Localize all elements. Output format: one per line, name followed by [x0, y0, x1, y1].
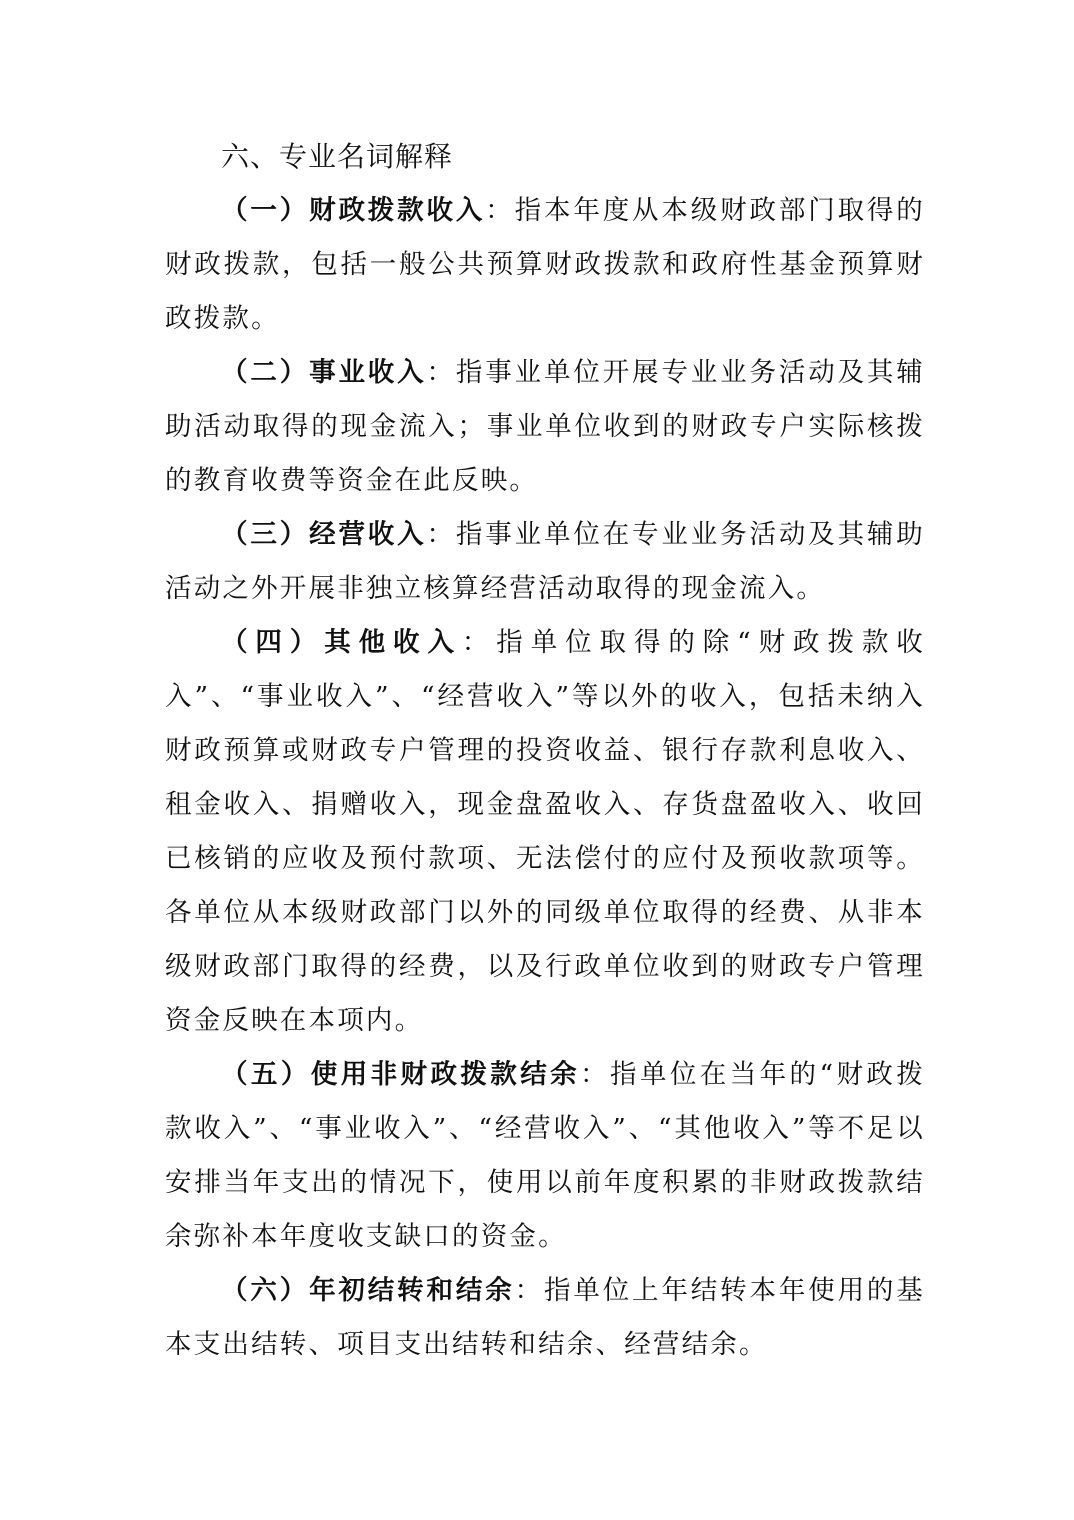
- definition-text: ：指事业单位开展专业业务活动及其辅助活动取得的现金流入；事业单位收到的财政专户实际核拨的教育收费等资金在此反映。: [165, 357, 925, 496]
- definition-text: ：指单位在当年的“财政拨款收入”、“事业收入”、“经营收入”、“其他收入”等不足以安排当年支出的情况下，使用以前年度积累的非财政拨款结余弥补本年度收支缺口的资金。: [165, 1059, 925, 1252]
- document-page: [165, 130, 925, 1372]
- section-title: 六、专业名词解释: [221, 140, 454, 173]
- definition-paragraph: [165, 184, 925, 346]
- definition-text: ：指本年度从本级财政部门取得的财政拨款，包括一般公共预算财政拨款和政府性基金预算财政拨款。: [165, 195, 925, 334]
- definition-term: （五）使用非财政拨款结余: [221, 1059, 581, 1090]
- definition-text: ：指单位上年结转本年使用的基本支出结转、项目支出结转和结余、经营结余。: [165, 1275, 925, 1360]
- definition-paragraph: [165, 346, 925, 508]
- definition-term: （三）经营收入: [221, 519, 427, 550]
- definition-paragraph: [165, 616, 925, 1048]
- definition-text: ：指事业单位在专业业务活动及其辅助活动之外开展非独立核算经营活动取得的现金流入。: [165, 519, 925, 604]
- definition-paragraph: [165, 508, 925, 616]
- definition-term: （六）年初结转和结余: [221, 1275, 515, 1306]
- definition-paragraph: [165, 1048, 925, 1264]
- definition-paragraph: [165, 1264, 925, 1372]
- definition-term: （二）事业收入: [221, 357, 427, 388]
- definition-term: （四）其他收入: [221, 627, 462, 658]
- definition-text: ：指单位取得的除“财政拨款收入”、“事业收入”、“经营收入”等以外的收入，包括未纳入财政预算或财政专户管理的投资收益、银行存款利息收入、租金收入、捐赠收入，现金盘盈收入、存货盘盈收入、收回已核销的应收及预付款项、无法偿付的应付及预收款项等。各单位从本级财政部门以外的同级单位取得的经费、从非本级财政部门取得的经费，以及行政单位收到的财政专户管理资金反映在本项内。: [165, 627, 925, 1036]
- definition-term: （一）财政拨款收入: [221, 195, 486, 226]
